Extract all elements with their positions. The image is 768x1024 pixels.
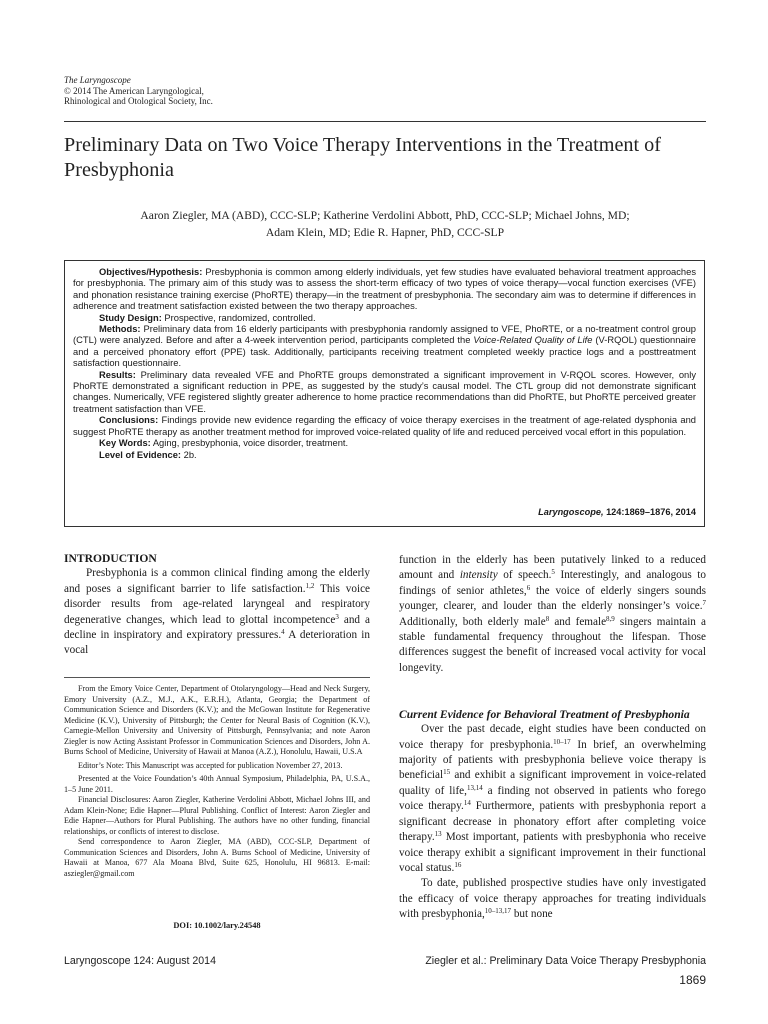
citation-superscript: 3 xyxy=(335,612,339,621)
body-text: and exhibit a significant improvement in voice-related quality of life, xyxy=(399,769,706,797)
body-text: Over the past decade, eight studies have been conducted on voice therapy for presbyphonia. xyxy=(399,723,706,751)
author-list xyxy=(64,207,706,241)
footnote-divider xyxy=(64,677,370,678)
evidence-label: Level of Evidence: xyxy=(99,449,182,460)
body-text: a finding not observed in patients who forego voice therapy. xyxy=(399,784,706,813)
citation-superscript: 10–17 xyxy=(553,737,571,746)
body-text: Additionally, both elderly male xyxy=(399,615,546,628)
footer-journal-issue: Laryngoscope 124: August 2014 xyxy=(64,955,216,967)
intro-text: This voice disorder results from age-related laryngeal and respiratory degenerative changes, which lead to glottal incompetence xyxy=(64,582,370,626)
citation-superscript: 13,14 xyxy=(466,783,483,792)
authors-line-1: Aaron Ziegler, MA (ABD), CCC-SLP; Katherine Verdolini Abbott, PhD, CCC-SLP; Michael Johns, MD; xyxy=(140,209,630,222)
footnote-affiliations: From the Emory Voice Center, Department of Otolaryngology—Head and Neck Surgery, Emory University (A.Z., M.J., A.K., E.R.H.), Atlanta, Georgia; the Department of Communication Science and Disorders (K.V.); and the McGowan Institute for Regenerative Medicine (K.V.), University of Pittsburgh; the Center for Neural Basis of Cognition (K.V.), Carnegie-Mellon University and University of Pittsburgh, Pennsylvania; and note Aaron Ziegler is now Acting Assistant Professor in Communication Sciences and Disorders, John A. Burns School of Medicine, University of Hawaii at Manoa (A.Z.), Honolulu, Hawaii, U.S.A xyxy=(64,684,370,756)
methods-text: Preliminary data from 16 elderly participants with presbyphonia randomly assigned to VFE, PhoRTE, or a no-treatment control group (CTL) were analyzed. Before and after a 4-week intervention period, participants completed the xyxy=(73,324,696,346)
journal-citation xyxy=(538,507,696,518)
journal-header xyxy=(64,75,213,107)
abstract-results xyxy=(73,370,696,416)
abstract-methods xyxy=(73,324,696,370)
body-text: but none xyxy=(511,908,553,921)
citation-superscript: 7 xyxy=(702,599,706,608)
body-paragraph xyxy=(399,876,706,922)
intro-text: and a decline in inspiratory and expiratory pressures. xyxy=(64,613,370,642)
body-paragraph xyxy=(399,553,706,676)
body-text: To date, published prospective studies have only investigated the efficacy of voice therapy approaches for treating individuals with presbyphonia, xyxy=(399,877,706,921)
methods-text-continued: (V-RQOL) questionnaire and a perceived phonatory effort (PPE) task. Additionally, participants receiving treatment completed weekly practice logs and a posttreatment satisfaction questionnaire. xyxy=(73,335,696,369)
footnote-correspondence: Send correspondence to Aaron Ziegler, MA (ABD), CCC-SLP, Department of Communication Sciences and Disorders, John A. Burns School of Medicine, University of Hawaii at Manoa, 677 Ala Moana Blvd, Suite 625, Honolulu, HI 96813. E-mail: asziegler@gmail.com xyxy=(64,837,370,878)
footnote-disclosures: Financial Disclosures: Aaron Ziegler, Katherine Verdolini Abbott, Michael Johns III, and Adam Klein-None; Edie Hapner—Plural Publishing. Conflict of Interest: Aaron Ziegler and Edie Hapner—Authors for Plural Publishing. The authors have no other funding, financial relationships, or conflicts of interest to disclose. xyxy=(64,795,370,836)
body-text: singers maintain a stable fundamental frequency throughout the lifespan. Those differences suggest the benefit of increased vocal activity for vocal longevity. xyxy=(399,615,706,674)
methods-questionnaire-name: Voice-Related Quality of Life xyxy=(473,335,593,346)
citation-superscript: 1,2 xyxy=(305,581,315,590)
doi: DOI: 10.1002/lary.24548 xyxy=(173,921,261,930)
body-text: of speech. xyxy=(497,569,552,582)
page-number: 1869 xyxy=(679,973,706,987)
citation-superscript: 15 xyxy=(443,768,451,777)
conclusions-text: Findings provide new evidence regarding the efficacy of voice therapy exercises in the treatment of age-related dysphonia and suggest PhoRTE therapy as another treatment method for improved voice-related quality of life and reduced perceived vocal effort in this population. xyxy=(73,415,696,437)
body-paragraph xyxy=(399,722,706,876)
footnotes xyxy=(64,684,370,879)
design-label: Study Design: xyxy=(99,312,162,323)
body-text: In brief, an overwhelming majority of patients with presbyphonia believe voice therapy is beneficial xyxy=(399,738,707,782)
citation-superscript: 13 xyxy=(434,830,442,839)
citation-reference: 124:1869–1876, 2014 xyxy=(603,506,696,517)
journal-copyright: © 2014 The American Laryngological, xyxy=(64,85,204,96)
objectives-text: Presbyphonia is common among elderly individuals, yet few studies have evaluated behavioral treatment approaches for presbyphonia. The primary aim of this study was to assess the short-term efficacy of two types of voice therapy—vocal function exercises (VFE) and phonation resistance training exercise (PhoRTE) therapy—in the treatment of presbyphonia. The secondary aim was to determine if differences in adherence and treatment satisfaction existed between the two therapy approaches. xyxy=(73,267,696,312)
evidence-text: 2b. xyxy=(181,449,197,460)
footnote-presented: Presented at the Voice Foundation’s 40th Annual Symposium, Philadelphia, PA, U.S.A., 1–5 June 2011. xyxy=(64,774,370,794)
authors-line-2: Adam Klein, MD; Edie R. Hapner, PhD, CCC-SLP xyxy=(265,226,505,239)
footer-running-title: Ziegler et al.: Preliminary Data Voice Therapy Presbyphonia xyxy=(425,955,706,967)
methods-label: Methods: xyxy=(99,324,141,335)
keywords-text: Aging, presbyphonia, voice disorder, treatment. xyxy=(150,438,349,449)
body-text: function in the elderly has been putatively linked to a reduced amount and xyxy=(399,554,706,582)
citation-superscript: 8,9 xyxy=(606,614,615,623)
citation-superscript: 16 xyxy=(454,860,462,869)
body-text: Furthermore, patients with presbyphonia report a significant decrease in phonatory effort after completing voice therapy. xyxy=(399,800,707,844)
citation-journal: Laryngoscope, xyxy=(538,506,604,517)
emphasis-text: intensity xyxy=(459,569,498,582)
body-text: Interestingly, and analogous to findings of senior athletes, xyxy=(399,569,706,597)
conclusions-label: Conclusions: xyxy=(99,415,159,426)
body-text: the voice of elderly singers sounds younger, clearer, and louder than the elderly nonsinger’s voice. xyxy=(399,584,706,613)
abstract-level-of-evidence xyxy=(73,450,696,461)
design-text: Prospective, randomized, controlled. xyxy=(161,312,316,323)
right-column xyxy=(399,553,706,923)
intro-paragraph xyxy=(64,566,370,658)
citation-superscript: 5 xyxy=(551,568,555,577)
section-heading-introduction: INTRODUCTION xyxy=(64,552,157,565)
abstract-study-design xyxy=(73,313,696,324)
abstract-box xyxy=(64,260,705,527)
subsection-heading: Current Evidence for Behavioral Treatment of Presbyphonia xyxy=(399,708,690,722)
citation-superscript: 6 xyxy=(526,583,531,592)
abstract-conclusions xyxy=(73,415,696,438)
article-title: Preliminary Data on Two Voice Therapy Interventions in the Treatment of Presbyphonia xyxy=(64,134,661,181)
left-column xyxy=(64,551,370,659)
results-label: Results: xyxy=(99,369,136,380)
journal-society: Rhinological and Otological Society, Inc. xyxy=(64,96,213,106)
journal-name: The Laryngoscope xyxy=(64,75,131,85)
intro-text: Presbyphonia is a common clinical finding among the elderly and poses a significant barrier to life satisfaction. xyxy=(64,567,370,595)
header-divider xyxy=(64,121,706,122)
citation-superscript: 10–13,17 xyxy=(484,907,512,916)
citation-superscript: 14 xyxy=(463,799,471,808)
body-text: Most important, patients with presbyphonia who receive voice therapy exhibit a significant improvement in their functional vocal status. xyxy=(399,831,706,874)
abstract-keywords xyxy=(73,438,696,449)
citation-superscript: 8 xyxy=(545,614,550,623)
footnote-editors-note: Editor’s Note: This Manuscript was accepted for publication November 27, 2013. xyxy=(78,760,343,770)
abstract-objectives xyxy=(73,267,696,313)
citation-superscript: 4 xyxy=(281,628,285,637)
body-text: and female xyxy=(549,615,607,628)
objectives-label: Objectives/Hypothesis: xyxy=(99,267,203,277)
intro-text: A deterioration in vocal xyxy=(64,629,371,657)
keywords-label: Key Words: xyxy=(99,438,151,449)
results-text: Preliminary data revealed VFE and PhoRTE groups demonstrated a significant improvement in V-RQOL scores. However, only PhoRTE demonstrated a significant reduction in PPE, as suggested by the study’s causal model. The CTL group did not demonstrate significant changes. Numerically, VFE registered slightly greater adherence to home practice recommendations than did PhoRTE, but PhoRTE perceived greater treatment satisfaction than VFE. xyxy=(73,369,696,414)
